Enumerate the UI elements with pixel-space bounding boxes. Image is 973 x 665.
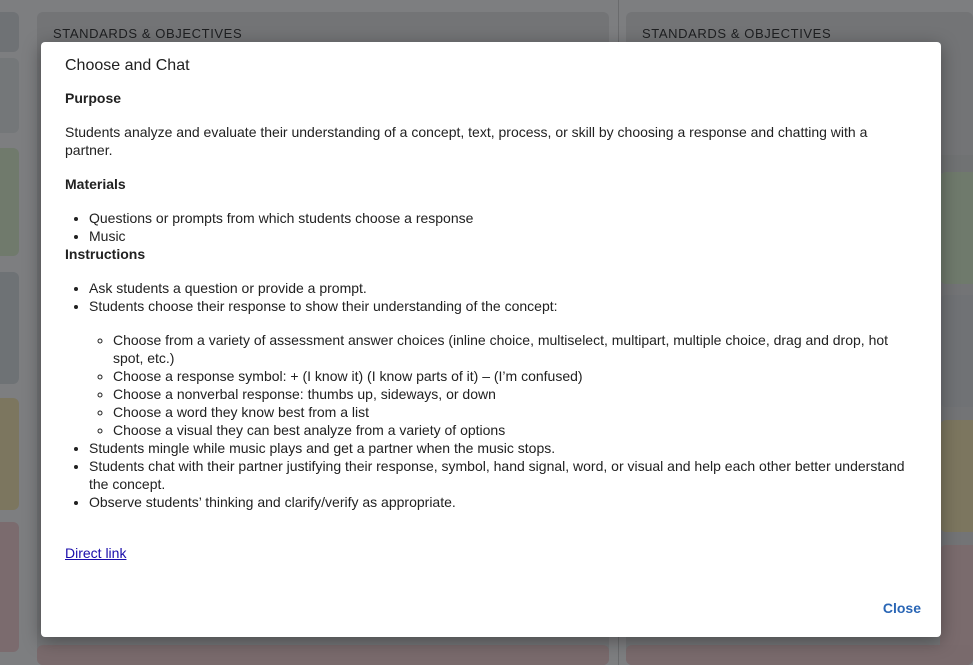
background-card [0,148,19,256]
list-item: ◦ Choose a visual they can best analyze from a variety of options [113,421,917,439]
list-item: • Ask students a question or provide a prompt. [89,279,917,297]
materials-list [65,209,917,245]
purpose-text: Students analyze and evaluate their understanding of a concept, text, process, or skill by choosing a response and chatting with a partner. [65,124,868,158]
background-card [940,545,973,657]
background-card [0,522,19,652]
background-card [0,58,19,133]
list-item-text: Students choose their response to show their understanding of the concept: [89,298,558,314]
background-card [940,295,973,407]
standards-heading-right: STANDARDS & OBJECTIVES [642,26,832,41]
close-button[interactable]: Close [882,600,921,616]
list-item: ◦ Choose a response symbol: + (I know it) (I know parts of it) – (I’m confused) [113,367,917,385]
list-item: • Questions or prompts from which students choose a response [89,209,917,227]
standards-heading-left: STANDARDS & OBJECTIVES [53,26,243,41]
background-card [0,272,19,384]
dialog-body [65,89,917,511]
response-options-list [89,331,917,439]
background-card [0,398,19,510]
materials-heading: Materials [65,176,126,192]
list-item: • Students mingle while music plays and get a partner when the music stops. [89,439,917,457]
list-item: ◦ Choose a nonverbal response: thumbs up, sideways, or down [113,385,917,403]
dialog-title: Choose and Chat [65,57,190,74]
background-card [626,645,973,665]
list-item: • Music [89,227,917,245]
background-card [37,645,609,665]
instructions-heading: Instructions [65,246,146,262]
list-item: • Students chat with their partner justifying their response, symbol, hand signal, word, or visual and help each other better understand the concept. [89,457,917,493]
list-item: ◦ Choose from a variety of assessment answer choices (inline choice, multiselect, multipart, multiple choice, drag and drop, hot spot, etc.) [113,331,917,367]
instructions-list [65,279,917,511]
background-card [0,12,19,52]
list-item: ◦ Choose a word they know best from a list [113,403,917,421]
background-card [940,420,973,532]
list-item [89,297,917,439]
strategy-dialog [41,42,941,637]
direct-link[interactable]: Direct link [65,545,127,561]
background-card [940,172,973,284]
purpose-heading: Purpose [65,90,122,106]
list-item: • Observe students’ thinking and clarify/verify as appropriate. [89,493,917,511]
